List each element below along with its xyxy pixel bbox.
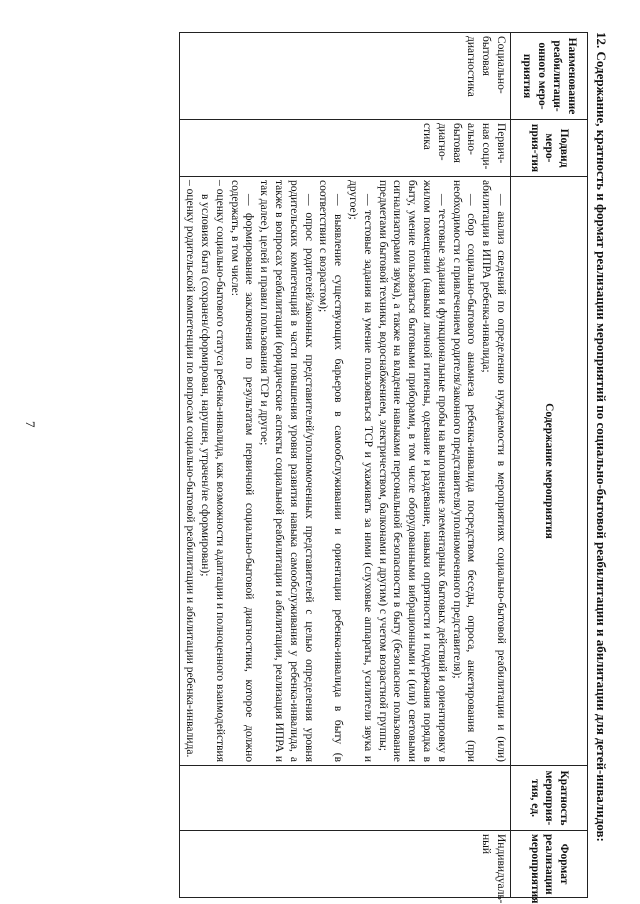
content-item: — выявление существующих барьеров в самообслуживании и ориентации ребенка-инвалида в быту (в соответствии с возрастом);: [317, 180, 345, 762]
cell-format: Индивидуаль-ный: [180, 831, 511, 898]
cell-name: Социально-бытовая диагностика: [180, 33, 511, 120]
content-item: — анализ сведений по определению нуждаемости в мероприятиях социально-бытовой реабилитации и (или) абилитации в ИПРА ребенка-инвалида;: [480, 180, 507, 762]
content-item: — формирование заключения по результатам первичной социально-бытовой диагностики, которое должно содержать, в том числе:: [228, 180, 256, 762]
section-heading: 12. Содержание, кратность и формат реализации мероприятий по социально-бытовой реабилитации и абилитации для детей-инвалидов:: [594, 32, 609, 842]
content-item: — тестовые задания и функциональные пробы на выполнение элементарных бытовых действий и ориентировку в жилом помещении (навыки личной гигиены, одевание и раздевание, навыки опрятности и поддержания порядка в быту, умение пользоваться бытовыми приборами, в том числе оборудованными вибрационными и (или) световыми сигнализаторами звука), а также на владение навыками персональной безопасности в быту (безопасное пользование предметами бытовой техники, водоснабжением, электричеством, балконами и другим) с учетом возрастной группы;: [376, 180, 448, 762]
col-header-format: Формат реализации мероприятия: [511, 831, 588, 898]
col-header-subtype: Подвид меро-прия-тия: [511, 120, 588, 177]
col-header-content: Содержание мероприятия: [511, 177, 588, 766]
content-item: — тестовые задания на умение пользоваться ТСР и ухаживать за ними (слуховые аппараты, усилители звука и другое);: [347, 180, 374, 762]
col-header-frequency: Кратность мероприя-тия, ед.: [511, 766, 588, 831]
content-subitem: – оценку социально-бытового статуса ребенка-инвалида, как возможности адаптации и полноценного взаимодействия в условиях быта (сохранен/сформирован, нарушен, утрачен/не сформирован);: [199, 180, 226, 762]
content-item: — опрос родителей/законных представителей/уполномоченных представителей с целью определения уровня родительских компетенций в части повышения уровня развития навыка самообслуживания у ребенка-инвалида, а также в вопросах реабилитации (юридические аспекты социальной реабилитации и абилитации, реализация ИПРА и так далее), целей и правил пользования ТСР и другое;: [258, 180, 315, 762]
table-header-row: [511, 33, 588, 898]
content-subitem: – оценку родительской компетенции по вопросам социально-бытовой реабилитации и абилитации ребенка-инвалида.: [184, 180, 197, 758]
col-header-name: Наименование реабилитаци-онного меро-приятия: [511, 33, 588, 120]
cell-frequency: [180, 766, 511, 831]
content-item: — сбор социально-бытового анамнеза ребенка-инвалида посредством беседы, опроса, анкетирования (при необходимости с привлечением родителя/законного представителя/уполномоченного представителя);: [450, 180, 478, 762]
cell-content: [180, 177, 511, 766]
cell-subtype: Первич-ная соци-ально-бытовая диагно-стика: [180, 120, 511, 177]
page-number: 7: [23, 421, 38, 428]
rotated-content: [40, 32, 610, 904]
measures-table: [179, 32, 588, 904]
table-row: [180, 33, 511, 898]
